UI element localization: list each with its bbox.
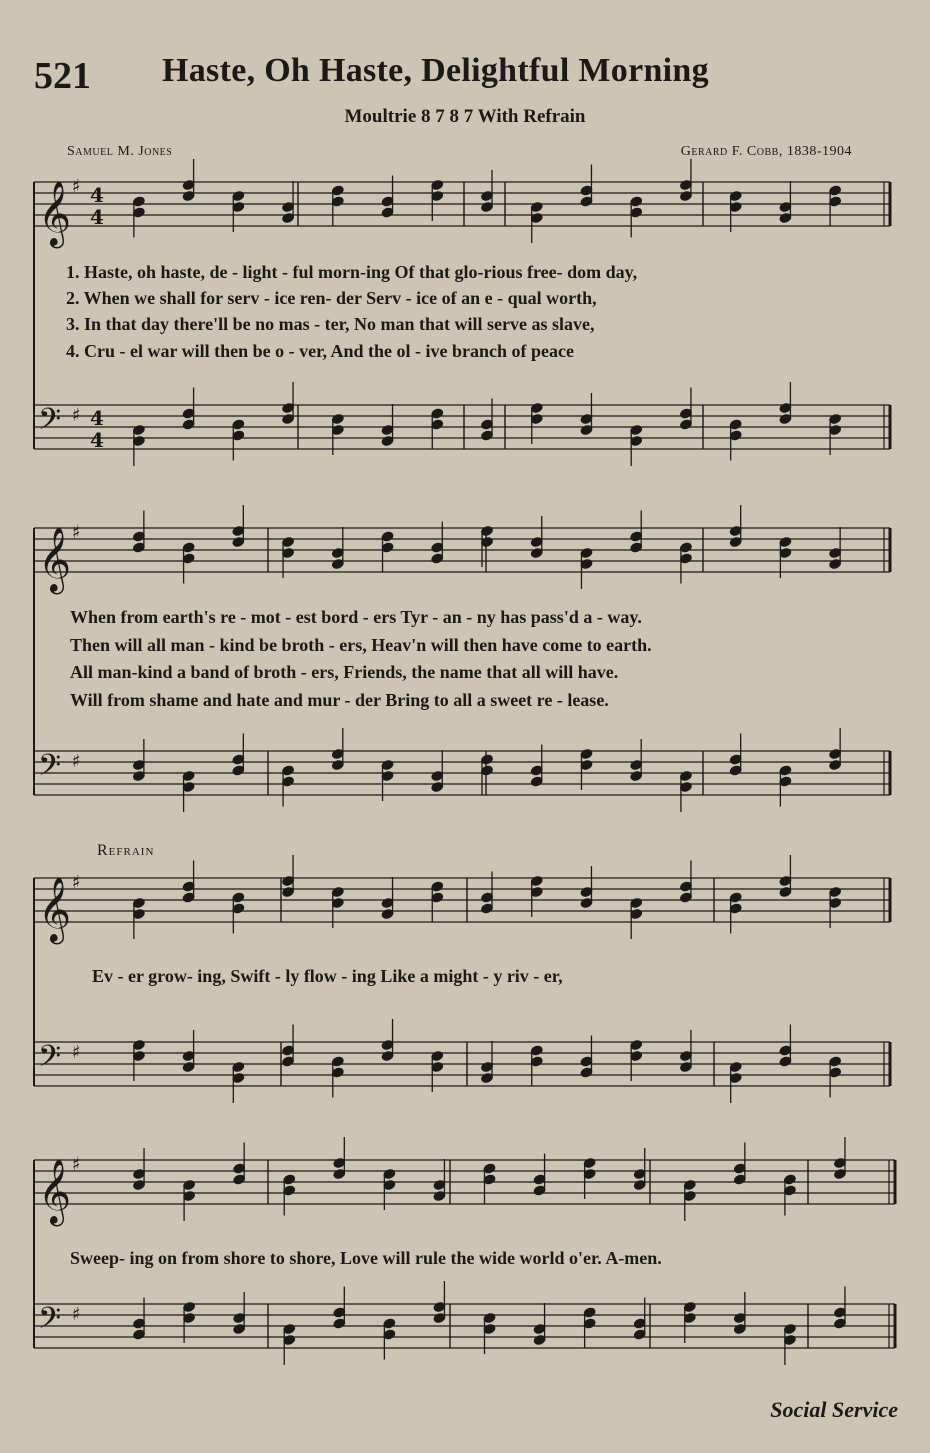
sharp-icon: ♯ (72, 1042, 81, 1063)
sharp-icon: ♯ (72, 405, 81, 426)
bass-clef-icon: 𝄢 (38, 403, 62, 444)
verse-4-line-2: Will from shame and hate and mur - der Bring to all a sweet re - lease. (70, 690, 609, 710)
author-credit: Samuel M. Jones (67, 144, 173, 159)
refrain-line-2: Sweep- ing on from shore to shore, Love will rule the wide world o'er. A-men. (70, 1248, 662, 1268)
sharp-icon: ♯ (72, 176, 81, 197)
verse-3-line-1: 3. In that day there'll be no mas - ter, No man that will serve as slave, (66, 314, 595, 334)
verse-2-line-2: Then will all man - kind be broth - ers, Heav'n will then have come to earth. (70, 635, 652, 655)
treble-clef-icon: 𝄞 (38, 181, 72, 246)
time-signature-top: 4 (90, 183, 104, 207)
refrain-label: Refrain (97, 842, 155, 859)
composer-credit: Gerard F. Cobb, 1838-1904 (680, 144, 852, 159)
sharp-icon: ♯ (72, 751, 81, 772)
sharp-icon: ♯ (72, 872, 81, 893)
treble-clef-icon: 𝄞 (38, 527, 72, 592)
verse-1-line-2: When from earth's re - mot - est bord - ers Tyr - an - ny has pass'd a - way. (70, 607, 642, 627)
section-label: Social Service (770, 1397, 898, 1422)
hymn-number: 521 (34, 55, 91, 97)
sharp-icon: ♯ (72, 1304, 81, 1325)
hymn-title: Haste, Oh Haste, Delightful Morning (162, 52, 709, 89)
time-signature-top: 4 (90, 406, 104, 430)
sharp-icon: ♯ (72, 1154, 81, 1175)
bass-clef-icon: 𝄢 (38, 1302, 62, 1343)
verse-3-line-2: All man-kind a band of broth - ers, Friends, the name that all will have. (70, 662, 619, 682)
treble-clef-icon: 𝄞 (38, 1159, 72, 1224)
verse-1-line-1: 1. Haste, oh haste, de - light - ful morn-ing Of that glo-rious free- dom day, (66, 262, 638, 282)
verse-2-line-1: 2. When we shall for serv - ice ren- der Serv - ice of an e - qual worth, (66, 288, 597, 308)
verse-4-line-1: 4. Cru - el war will then be o - ver, And the ol - ive branch of peace (66, 341, 574, 361)
refrain-line-1: Ev - er grow- ing, Swift - ly flow - ing Like a might - y riv - er, (92, 966, 563, 986)
time-signature-bottom: 4 (90, 428, 104, 452)
treble-clef-icon: 𝄞 (38, 877, 72, 942)
time-signature-bottom: 4 (90, 205, 104, 229)
tune-name: Moultrie 8 7 8 7 With Refrain (344, 106, 586, 127)
sharp-icon: ♯ (72, 522, 81, 543)
bass-clef-icon: 𝄢 (38, 1040, 62, 1081)
bass-clef-icon: 𝄢 (38, 749, 62, 790)
